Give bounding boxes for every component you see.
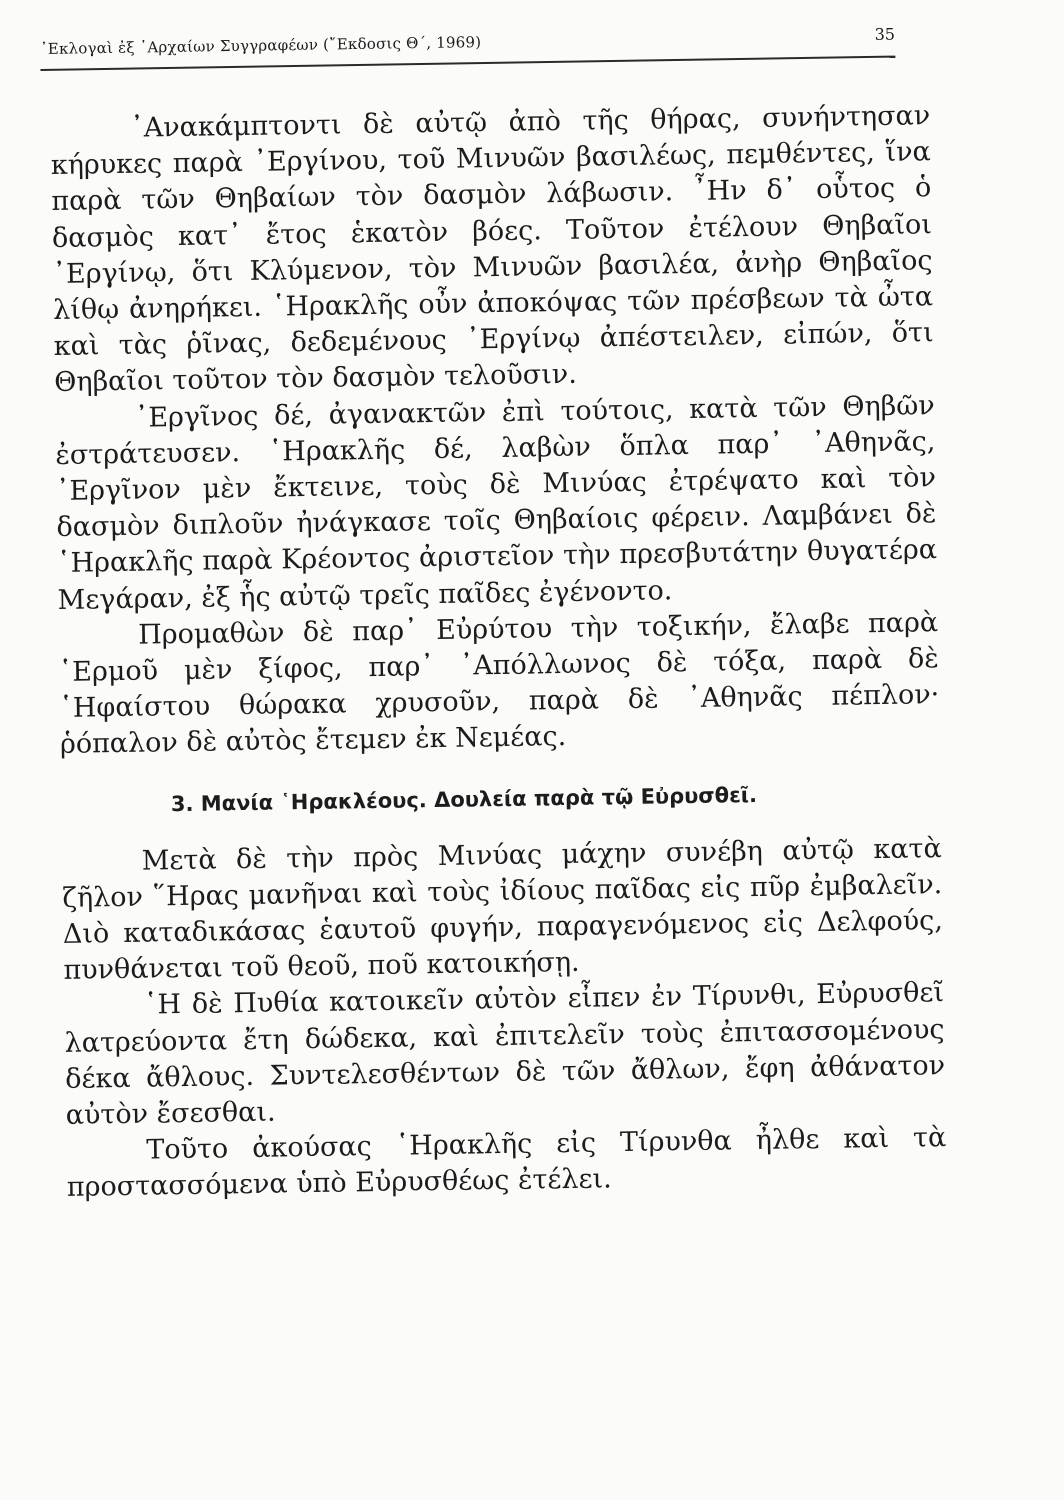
page-number: 35 — [874, 24, 896, 44]
running-head — [40, 24, 896, 74]
section-heading: 3. Μανία ῾Ηρακλέους. Δουλεία παρὰ τῷ Εὐρυσθεῖ. — [170, 782, 758, 816]
paragraph-weapons: Προμαθὼν δὲ παρ᾿ Εὐρύτου τὴν τοξικήν, ἔλαβε παρὰ ῾Ερμοῦ μὲν ξίφος, παρ᾿ ᾿Απόλλωνος δὲ τόξα, παρὰ δὲ ῾Ηφαίστου θώρακα χρυσοῦν, παρὰ δὲ ᾿Αθηνᾶς πέπλον· ῥόπαλον δὲ αὐτὸς ἔτεμεν ἐκ Νεμέας. — [58, 606, 940, 761]
paragraph-tiryns: Τοῦτο ἀκούσας ῾Ηρακλῆς εἰς Τίρυνθα ἦλθε καὶ τὰ προστασσόμενα ὑπὸ Εὐρυσθέως ἐτέλει. — [66, 1122, 947, 1204]
paragraph-return-from-hunt: ᾿Ανακάμπτοντι δὲ αὐτῷ ἀπὸ τῆς θήρας, συνήντησαν κήρυκες παρὰ ᾿Εργίνου, τοῦ Μινυῶν βασιλέως, πεμθέντες, ἵνα παρὰ τῶν Θηβαίων τὸν δασμὸν λάβωσιν. ῏Ην δ᾿ οὗτος ὁ δασμὸς κατ᾿ ἔτος ἑκατὸν βόες. Τοῦτον ἐτέλουν Θηβαῖοι ᾿Εργίνῳ, ὅτι Κλύμενον, τὸν Μινυῶν βασιλέα, ἀνὴρ Θηβαῖος λίθῳ ἀνηρήκει. ῾Ηρακλῆς οὖν ἀποκόψας τῶν πρέσβεων τὰ ὦτα καὶ τὰς ῥῖνας, δεδεμένους ᾿Εργίνῳ ἀπέστειλεν, εἰπών, ὅτι Θηβαῖοι τοῦτον τὸν δασμὸν τελοῦσιν. — [50, 100, 934, 399]
body-text — [50, 98, 947, 1206]
running-title: ᾿Εκλογαὶ ἐξ ᾿Αρχαίων Συγγραφέων (῎Εκδοσις Θ΄, 1969) — [40, 33, 482, 58]
paragraph-erginus-campaign: ᾿Εργῖνος δέ, ἀγανακτῶν ἐπὶ τούτοις, κατὰ τῶν Θηβῶν ἐστράτευσεν. ῾Ηρακλῆς δέ, λαβὼν ὅπλα παρ᾿ ᾿Αθηνᾶς, ᾿Εργῖνον μὲν ἔκτεινε, τοὺς δὲ Μινύας ἐτρέψατο καὶ τὸν δασμὸν διπλοῦν ἠνάγκασε τοῖς Θηβαίοις φέρειν. Λαμβάνει δὲ ῾Ηρακλῆς παρὰ Κρέοντος ἀριστεῖον τὴν πρεσβυτάτην θυγατέρα Μεγάραν, ἐξ ἧς αὐτῷ τρεῖς παῖδες ἐγένοντο. — [55, 389, 938, 616]
paragraph-pythia: ῾Η δὲ Πυθία κατοικεῖν αὐτὸν εἶπεν ἐν Τίρυνθι, Εὐρυσθεῖ λατρεύοντα ἔτη δώδεκα, καὶ ἐπιτελεῖν τοὺς ἐπιτασσομένους δέκα ἄθλους. Συντελεσθέντων δὲ τῶν ἄθλων, ἔφη ἀθάνατον αὐτὸν ἔσεσθαι. — [64, 977, 946, 1131]
header-rule — [40, 56, 895, 71]
paragraph-madness: Μετὰ δὲ τὴν πρὸς Μινύας μάχην συνέβη αὐτῷ κατὰ ζῆλον ῞Ηρας μανῆναι καὶ τοὺς ἰδίους παῖδας εἰς πῦρ ἐμβαλεῖν. Διὸ καταδικάσας ἑαυτοῦ φυγήν, παραγενόμενος εἰς Δελφούς, πυνθάνεται τοῦ θεοῦ, ποῦ κατοικήσῃ. — [62, 832, 944, 987]
